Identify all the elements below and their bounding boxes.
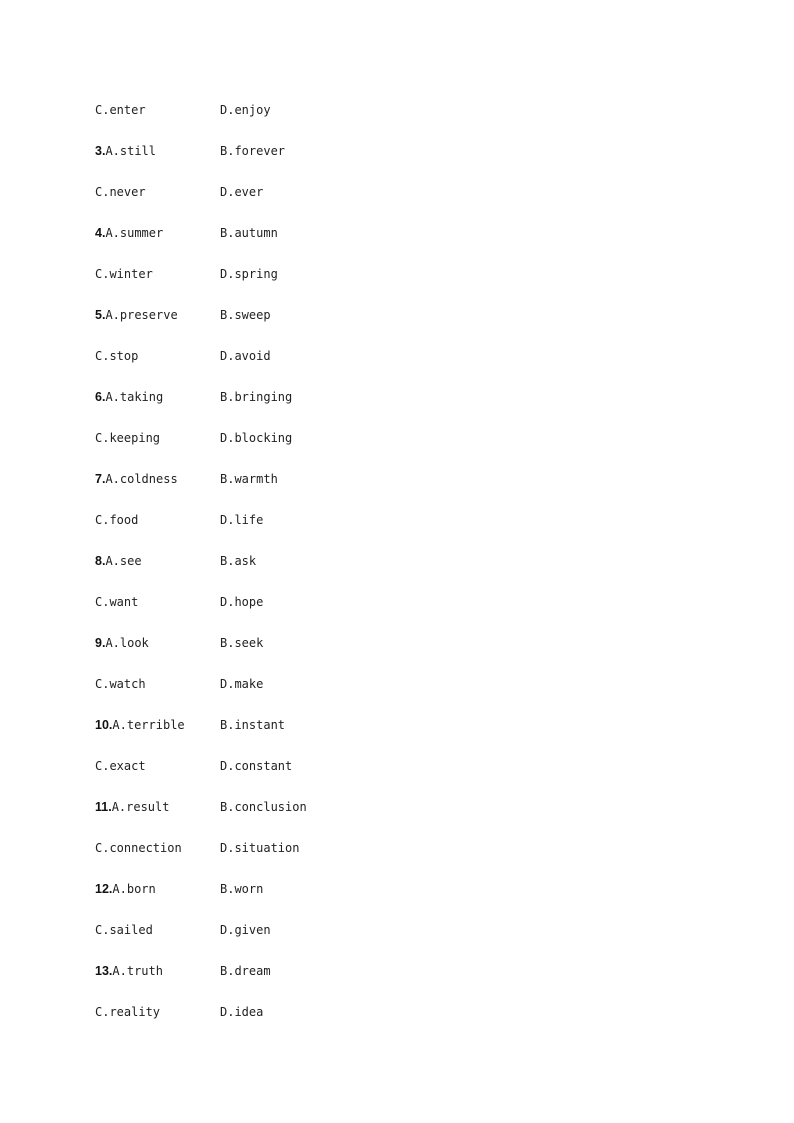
option-text: C.stop [95, 349, 139, 363]
option-row [95, 880, 307, 921]
option-row [95, 306, 307, 347]
option-row [95, 388, 307, 429]
option-text: C.reality [95, 1005, 161, 1019]
option-row [95, 634, 307, 675]
question-number: 9. [95, 636, 106, 650]
option-right: D.constant [220, 759, 293, 773]
option-left [95, 101, 220, 119]
option-text: C.food [95, 513, 139, 527]
question-number: 8. [95, 554, 106, 568]
option-row [95, 962, 307, 1003]
option-left [95, 306, 220, 324]
option-right: B.warmth [220, 472, 278, 486]
question-number: 13. [95, 964, 113, 978]
option-right: B.instant [220, 718, 286, 732]
question-number: 11. [95, 800, 112, 814]
option-row [95, 593, 307, 634]
option-row [95, 716, 307, 757]
option-left [95, 839, 220, 857]
option-right: B.forever [220, 144, 286, 158]
option-text: A.born [112, 882, 156, 896]
option-row [95, 511, 307, 552]
option-row [95, 142, 307, 183]
option-row [95, 183, 307, 224]
option-left [95, 593, 220, 611]
option-row [95, 470, 307, 511]
option-right: D.enjoy [220, 103, 271, 117]
option-text: A.still [105, 144, 157, 158]
option-text: A.terrible [112, 718, 185, 732]
option-text: A.look [105, 636, 149, 650]
option-right: D.hope [220, 595, 264, 609]
option-text: C.enter [95, 103, 146, 117]
option-right: B.ask [220, 554, 257, 568]
option-left [95, 265, 220, 283]
option-left [95, 675, 220, 693]
option-row [95, 675, 307, 716]
option-left [95, 347, 220, 365]
option-right: B.bringing [220, 390, 293, 404]
option-left [95, 511, 220, 529]
option-text: C.keeping [95, 431, 161, 445]
option-text: C.exact [95, 759, 146, 773]
option-right: D.life [220, 513, 264, 527]
option-row [95, 1003, 307, 1044]
option-text: C.want [95, 595, 139, 609]
option-row [95, 347, 307, 388]
option-row [95, 265, 307, 306]
option-row [95, 921, 307, 962]
option-left [95, 183, 220, 201]
option-text: A.coldness [105, 472, 178, 486]
option-right: B.worn [220, 882, 264, 896]
option-left [95, 388, 220, 406]
question-number: 4. [95, 226, 106, 240]
option-text: C.sailed [95, 923, 153, 937]
option-row [95, 429, 307, 470]
option-left [95, 470, 220, 488]
option-right: D.spring [220, 267, 278, 281]
option-right: D.situation [220, 841, 300, 855]
option-right: D.idea [220, 1005, 264, 1019]
option-text: A.taking [105, 390, 164, 404]
question-number: 6. [95, 390, 106, 404]
option-left [95, 1003, 220, 1021]
option-text: A.see [105, 554, 142, 568]
option-right: B.autumn [220, 226, 278, 240]
option-right: B.dream [220, 964, 271, 978]
option-row [95, 101, 307, 142]
options-list [95, 101, 307, 1044]
option-text: A.preserve [105, 308, 178, 322]
option-left [95, 962, 220, 980]
option-right: D.given [220, 923, 271, 937]
option-left [95, 716, 220, 734]
option-text: A.summer [105, 226, 164, 240]
question-number: 10. [95, 718, 113, 732]
option-text: C.watch [95, 677, 146, 691]
option-row [95, 757, 307, 798]
option-left [95, 224, 220, 242]
question-number: 5. [95, 308, 106, 322]
option-row [95, 839, 307, 880]
option-left [95, 552, 220, 570]
option-right: B.conclusion [220, 800, 307, 814]
option-right: B.sweep [220, 308, 271, 322]
option-left [95, 429, 220, 447]
option-right: D.make [220, 677, 264, 691]
question-number: 7. [95, 472, 106, 486]
option-left [95, 634, 220, 652]
option-left [95, 798, 220, 816]
option-row [95, 224, 307, 265]
option-text: C.winter [95, 267, 153, 281]
option-right: D.avoid [220, 349, 271, 363]
option-text: A.result [111, 800, 170, 814]
question-number: 12. [95, 882, 113, 896]
option-left [95, 142, 220, 160]
option-text: C.connection [95, 841, 182, 855]
option-row [95, 552, 307, 593]
option-left [95, 921, 220, 939]
option-left [95, 757, 220, 775]
option-right: B.seek [220, 636, 264, 650]
option-left [95, 880, 220, 898]
option-right: D.blocking [220, 431, 293, 445]
option-text: C.never [95, 185, 146, 199]
question-number: 3. [95, 144, 106, 158]
option-row [95, 798, 307, 839]
option-right: D.ever [220, 185, 264, 199]
option-text: A.truth [112, 964, 163, 978]
